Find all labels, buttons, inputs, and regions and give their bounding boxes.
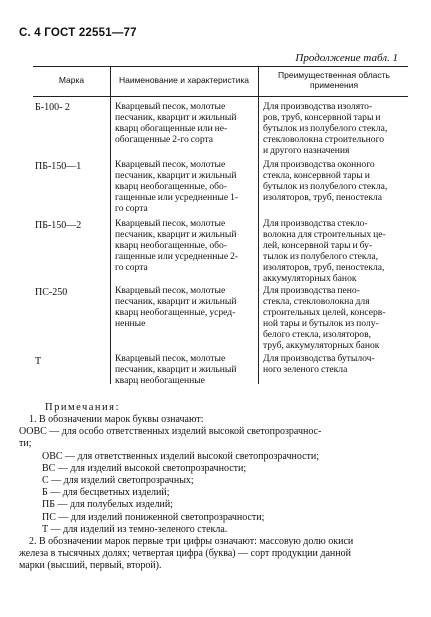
table-row-grade: ПБ-150—1 [35, 161, 82, 172]
table-row-description: Кварцевый песок, молотые песчаник, кварцит и жильный кварц обогащенные или не- обогащенные 2-го сорта [115, 101, 237, 145]
note-line: железа в тысячных долях; четвертая цифра (буква) — сорт продукции данной [19, 548, 351, 560]
note-line: ВС — для изделий высокой светопрозрачности; [42, 462, 247, 474]
table-row-description: Кварцевый песок, молотые песчаник, кварцит и жильный кварц необогащенные, обо- гащенные или усредненные 2- го сорта [115, 218, 239, 273]
table-row-application: Для производства стекло- волокна для строительных це- лей, консервной тары и бу- тылок из полубелого стекла, изоляторов, труб, пеностекла, аккумуляторных банок [263, 218, 386, 284]
column-divider [110, 66, 111, 384]
table-row-description: Кварцевый песок, молотые песчаник, кварцит и жильный кварц необогащенные, усред- ненные [115, 285, 237, 329]
table-row-application: Для производства бутылоч- ного зеленого стекла [263, 353, 375, 375]
note-line: ти; [19, 438, 32, 450]
table-row-grade: Б-100- 2 [35, 102, 70, 113]
note-line: Т — для изделий из темно-зеленого стекла. [42, 523, 228, 535]
table-row-description: Кварцевый песок, молотые песчаник, кварцит и жильный кварц необогащенные, обо- гащенные или усредненные 1- го сорта [115, 159, 239, 214]
specification-table [33, 66, 408, 384]
table-row-grade: ПБ-150—2 [35, 220, 82, 231]
column-header-description: Наименование и характеристика [118, 75, 250, 85]
table-row-application: Для производства оконного стекла, консервной тары и бутылок из полубелого стекла, изоляторов, труб, пеностекла [263, 159, 388, 203]
note-line: ПБ — для полубелых изделий; [42, 499, 173, 511]
table-row-grade: Т [35, 356, 42, 367]
note-line: ООВС — для особо ответственных изделий высокой светопрозрачнос- [19, 426, 322, 438]
table-continuation-label: Продолжение табл. 1 [295, 52, 398, 64]
column-header-application: Преимущественная область применения [278, 70, 390, 90]
table-row-application: Для производства изолято- ров, труб, консервной тары и бутылок из полубелого стекла, стекловолокна строительного и другого назначения [263, 101, 388, 156]
page-header: С. 4 ГОСТ 22551—77 [19, 27, 137, 39]
note-line: 2. В обозначении марок первые три цифры означают: массовую долю окиси [29, 536, 354, 548]
table-top-rule [33, 66, 408, 67]
note-line: ОВС — для ответственных изделий высокой светопрозрачности; [42, 450, 320, 462]
notes-section [19, 402, 411, 573]
note-line: ПС — для изделий пониженной светопрозрачности; [42, 511, 265, 523]
note-line: марки (высший, первый, второй). [19, 560, 162, 572]
column-header-grade: Марка [58, 75, 85, 85]
table-row-grade: ПС-250 [35, 287, 68, 298]
table-row-application: Для производства пено- стекла, стекловолокна для строительных целей, консерв- ной тары и бутылок из полу- белого стекла, изоляторов, труб, аккумуляторных банок [263, 285, 386, 351]
notes-title: Примечания: [45, 402, 120, 413]
column-divider [258, 66, 259, 384]
note-line: Б — для бесцветных изделий; [42, 487, 170, 499]
table-row-description: Кварцевый песок, молотые песчаник, кварцит и жильный кварц необогащенные [115, 353, 237, 386]
note-line: 1. В обозначении марок буквы означают: [29, 414, 204, 425]
table-header-rule [33, 96, 408, 97]
note-line: С — для изделий светопрозрачных; [42, 475, 194, 487]
